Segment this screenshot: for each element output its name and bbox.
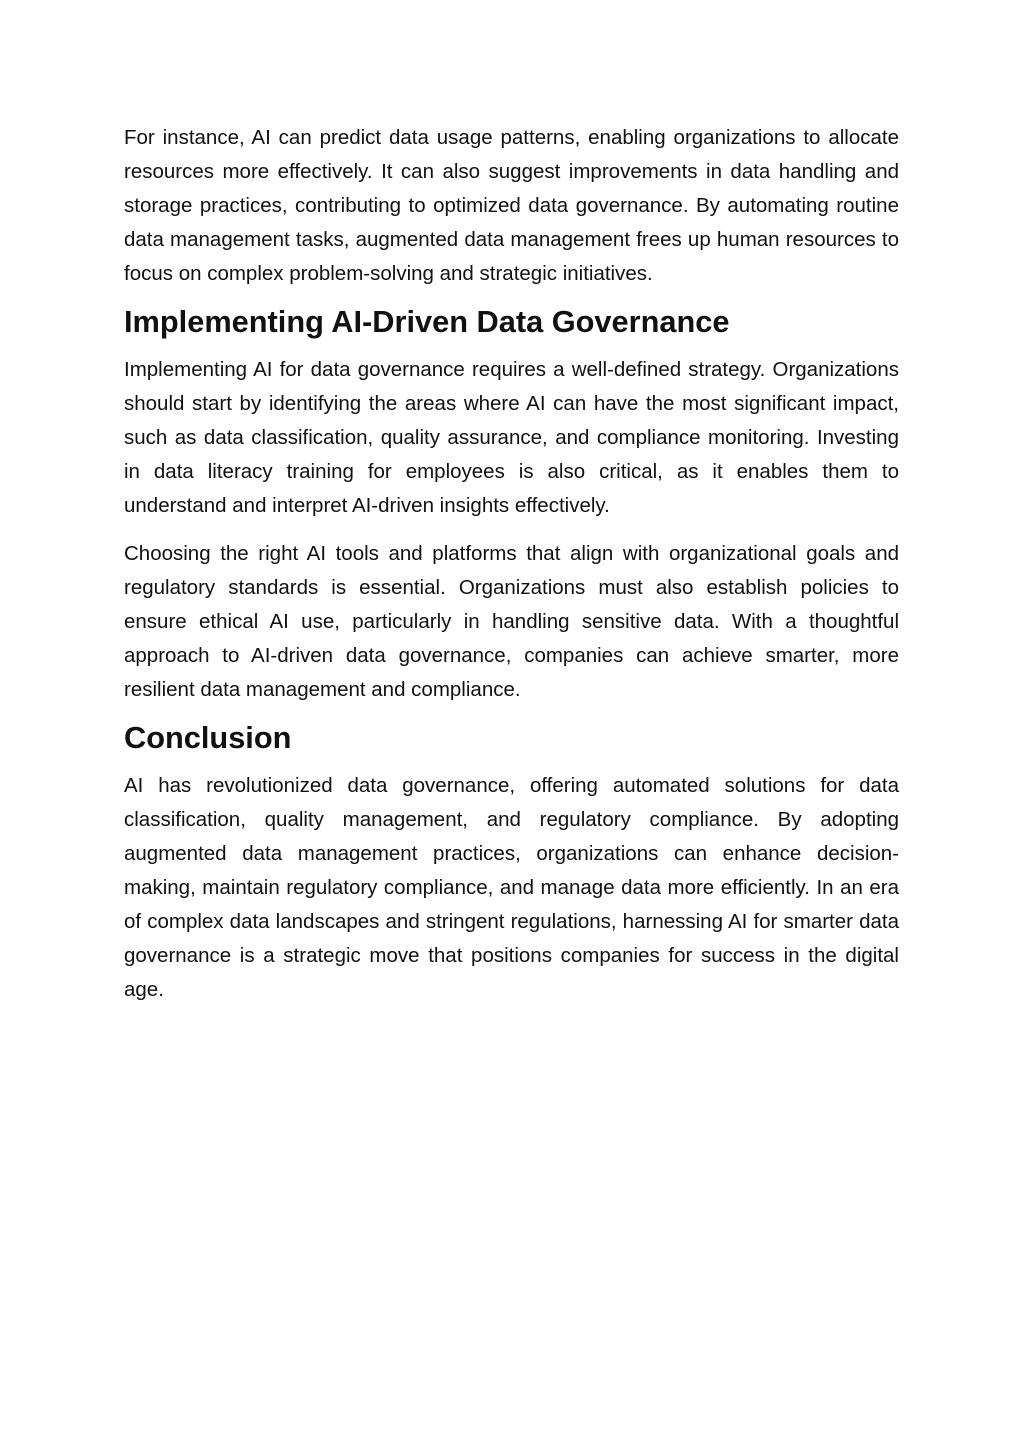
paragraph-implementation-strategy: Implementing AI for data governance requires a well-defined strategy. Organizations should start by identifying the areas where AI can have the most significant impact, such as data classification, quality assurance, and compliance monitoring. Investing in data literacy training for employees is also critical, as it enables them to understand and interpret AI-driven insights effectively. [124,358,899,517]
section-heading-implementing: Implementing AI-Driven Data Governance [124,304,730,339]
document-page [124,121,899,1021]
paragraph-conclusion: AI has revolutionized data governance, offering automated solutions for data classification, quality management, and regulatory compliance. By adopting augmented data management practices, organizations can enhance decision-making, maintain regulatory compliance, and manage data more efficiently. In an era of complex data landscapes and stringent regulations, harnessing AI for smarter data governance is a strategic move that positions companies for success in the digital age. [124,774,899,1001]
section-heading-conclusion: Conclusion [124,720,292,755]
paragraph-choosing-tools: Choosing the right AI tools and platforms that align with organizational goals and regulatory standards is essential. Organizations must also establish policies to ensure ethical AI use, particularly in handling sensitive data. With a thoughtful approach to AI-driven data governance, companies can achieve smarter, more resilient data management and compliance. [124,542,899,701]
paragraph-ai-usage-patterns: For instance, AI can predict data usage patterns, enabling organizations to allocate resources more effectively. It can also suggest improvements in data handling and storage practices, contributing to optimized data governance. By automating routine data management tasks, augmented data management frees up human resources to focus on complex problem-solving and strategic initiatives. [124,126,899,285]
